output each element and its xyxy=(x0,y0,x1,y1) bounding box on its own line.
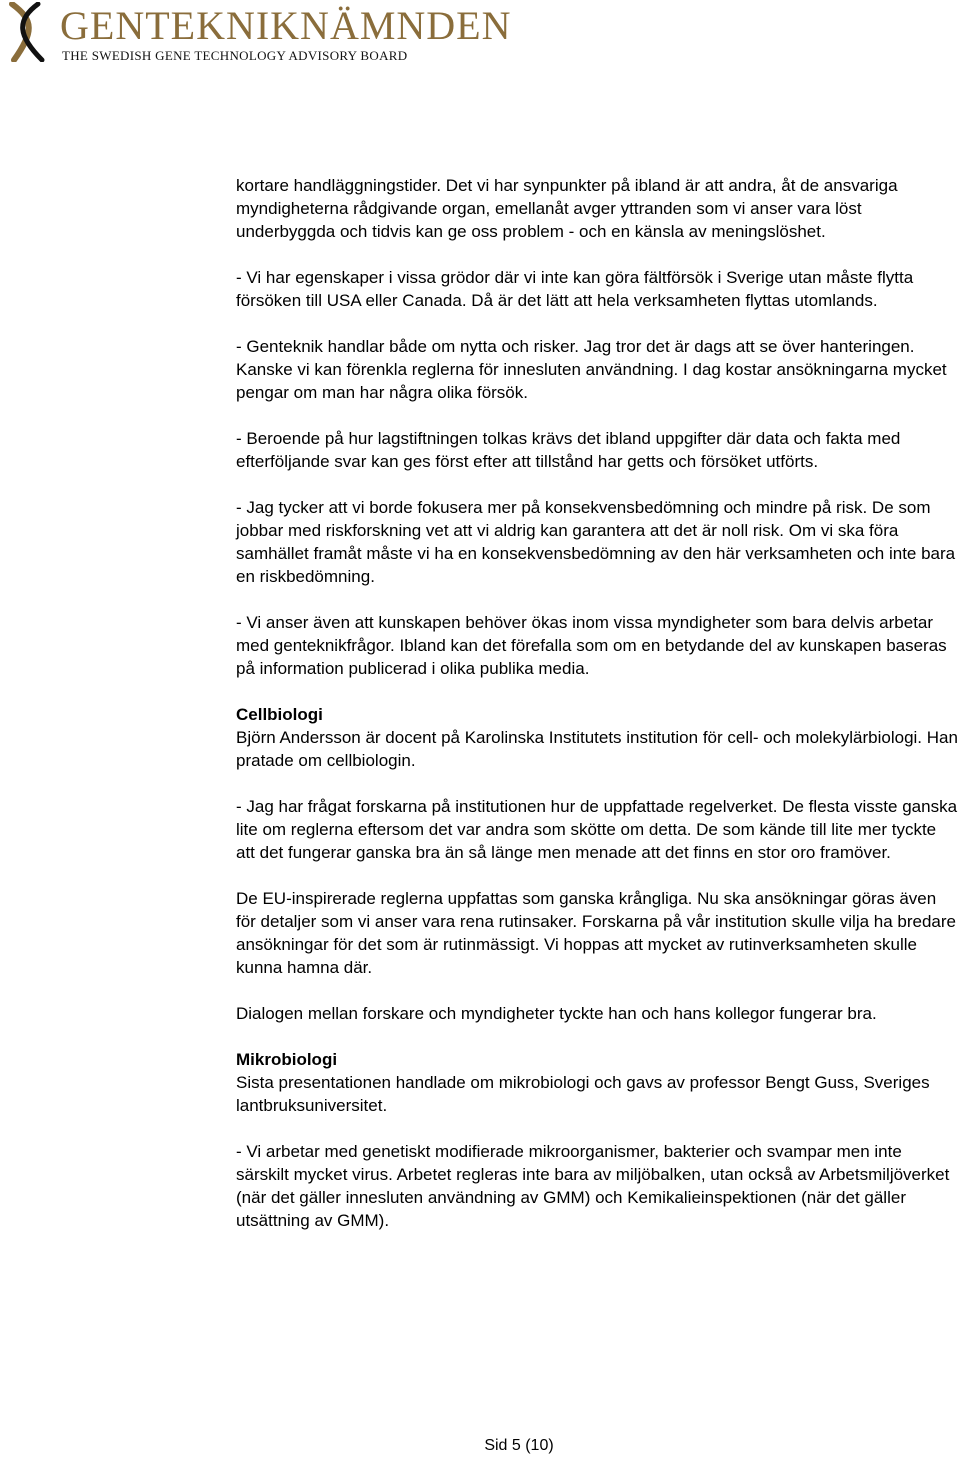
section-heading: Cellbiologi xyxy=(236,705,323,724)
logo-title: GENTEKNIKNÄMNDEN xyxy=(60,3,512,48)
paragraph: - Jag tycker att vi borde fokusera mer på konsekvensbedömning och mindre på risk. De som jobbar med riskforskning vet att vi aldrig kan garantera att det är noll risk. Om vi ska föra samhället framåt måste vi ha en konsekvensbedömning av den här verksamheten och inte bara en riskbedömning. xyxy=(236,498,956,586)
section-heading: Mikrobiologi xyxy=(236,1050,338,1069)
section-mikrobiologi xyxy=(236,1048,958,1117)
section-intro: Björn Andersson är docent på Karolinska Institutets institution för cell- och molekylärbiologi. Han pratade om cellbiologin. xyxy=(236,728,958,770)
section-intro: Sista presentationen handlade om mikrobiologi och gavs av professor Bengt Guss, Sveriges lantbruksuniversitet. xyxy=(236,1073,930,1115)
paragraph: - Genteknik handlar både om nytta och risker. Jag tror det är dags att se över hanteringen. Kanske vi kan förenkla reglerna för innesluten användning. I dag kostar ansökningarna mycket pengar om man har några olika försök. xyxy=(236,337,947,402)
paragraph: Dialogen mellan forskare och myndigheter tyckte han och hans kollegor fungerar bra. xyxy=(236,1004,877,1023)
dna-helix-logo-icon xyxy=(4,2,52,62)
paragraph: - Jag har frågat forskarna på institutionen hur de uppfattade regelverket. De flesta visste ganska lite om reglerna eftersom det var andra som skötte om detta. De som kände till lite mer tyckte att det fungerar ganska bra än så länge men menade att det finns en stor oro framöver. xyxy=(236,797,958,862)
logo-subtitle: THE SWEDISH GENE TECHNOLOGY ADVISORY BOARD xyxy=(62,48,408,63)
document-body xyxy=(236,174,958,1255)
paragraph: De EU-inspirerade reglerna uppfattas som ganska krångliga. Nu ska ansökningar göras även för detaljer som vi anser vara rena rutinsaker. Forskarna på vår institution skulle vilja ha bredare ansökningar för det som är rutinmässigt. Vi hoppas att mycket av rutinverksamheten skulle kunna hamna där. xyxy=(236,889,957,977)
paragraph: kortare handläggningstider. Det vi har synpunkter på ibland är att andra, åt de ansvariga myndigheterna rådgivande organ, emellanåt avger yttranden som vi anser vara löst underbyggda och tidvis kan ge oss problem - och en känsla av meningslöshet. xyxy=(236,176,898,241)
page-number: Sid 5 (10) xyxy=(484,1437,554,1454)
section-cellbiologi xyxy=(236,703,958,772)
document-header xyxy=(0,0,960,80)
paragraph: - Beroende på hur lagstiftningen tolkas krävs det ibland uppgifter där data och fakta med efterföljande svar kan ges först efter att tillstånd har getts och försöket utförts. xyxy=(236,429,901,471)
paragraph: - Vi har egenskaper i vissa grödor där vi inte kan göra fältförsök i Sverige utan måste flytta försöken till USA eller Canada. Då är det lätt att hela verksamheten flyttas utomlands. xyxy=(236,268,914,310)
paragraph: - Vi anser även att kunskapen behöver ökas inom vissa myndigheter som bara delvis arbetar med genteknikfrågor. Ibland kan det förefalla som om en betydande del av kunskapen baseras på information publicerad i olika publika media. xyxy=(236,613,947,678)
paragraph: - Vi arbetar med genetiskt modifierade mikroorganismer, bakterier och svampar men inte särskilt mycket virus. Arbetet regleras inte bara av miljöbalken, utan också av Arbetsmiljöverket (när det gäller innesluten användning av GMM) och Kemikalieinspektionen (när det gäller utsättning av GMM). xyxy=(236,1142,950,1230)
